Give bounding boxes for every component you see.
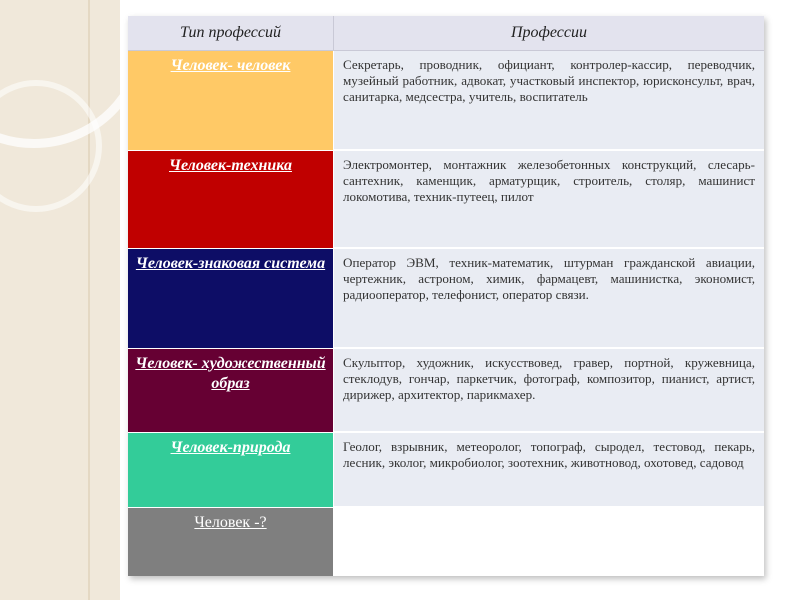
row-professions-cell: Скульптор, художник, искусствовед, гравер, портной, кружевница, стеклодув, гончар, паркетчик, фотограф, композитор, пианист, артист, дирижер, архитектор, парикмахер.	[334, 349, 764, 432]
row-type-cell: Человек- художественный образ	[128, 349, 333, 432]
row-professions-cell: Геолог, взрывник, метеоролог, топограф, сыродел, тестовод, пекарь, лесник, эколог, микробиолог, зоотехник, животновод, охотовед, садовод	[334, 433, 764, 507]
professions-table	[128, 16, 764, 576]
row-type-cell: Человек-техника	[128, 151, 333, 248]
row-type-cell: Человек- человек	[128, 51, 333, 150]
header-professions: Профессии	[334, 16, 764, 51]
row-professions-cell: Секретарь, проводник, официант, контролер-кассир, переводчик, музейный работник, адвокат, участковый инспектор, юрисконсульт, врач, санитарка, медсестра, учитель, воспитатель	[334, 51, 764, 150]
header-type: Тип профессий	[128, 16, 334, 51]
row-type-cell: Человек -?	[128, 508, 333, 576]
row-professions-cell	[334, 508, 764, 576]
row-type-cell: Человек-знаковая система	[128, 249, 333, 348]
row-professions-cell: Электромонтер, монтажник железобетонных конструкций, слесарь-сантехник, каменщик, арматурщик, строитель, столяр, машинист локомотива, техник-путеец, пилот	[334, 151, 764, 248]
row-type-cell: Человек-природа	[128, 433, 333, 507]
row-professions-cell: Оператор ЭВМ, техник-математик, штурман гражданской авиации, чертежник, астроном, химик, фармацевт, машинистка, экономист, радиооператор, телефонист, оператор связи.	[334, 249, 764, 348]
